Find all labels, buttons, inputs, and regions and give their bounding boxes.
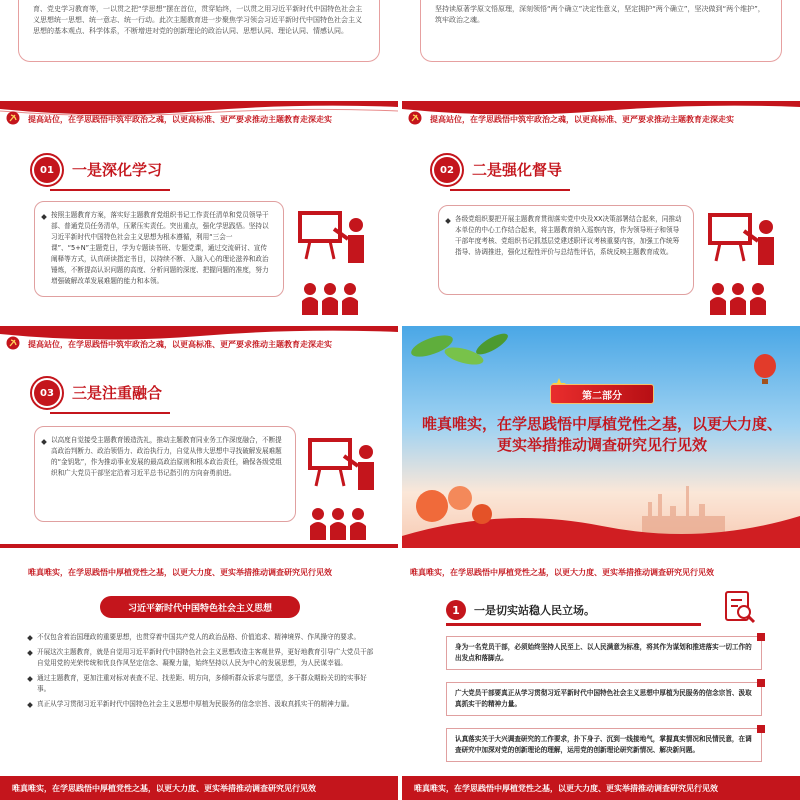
part-badge: 第二部分 bbox=[550, 384, 654, 404]
city-flowers-decoration bbox=[402, 476, 800, 548]
section-number: 02 bbox=[434, 157, 460, 183]
footer-text: 唯真唯实，在学思践悟中厚植党性之基，以更大力度、更实举措推动调查研究见行见效 bbox=[414, 783, 718, 793]
section-underline bbox=[50, 189, 170, 191]
slide-1-text: 育、党史学习教育等，一以贯之把“学思想”摆在首位，贯穿始终，一以贯之用习近平新时代中国特色社会主义思想统一思想、统一意志、统一行动。此次主题教育进一步聚焦学习领会习近平新时代中国特色社会主义思想的基本观点、科学体系，不断增进对党的创新理论的政治认同、思想认同、理论认同、情感认同。 bbox=[18, 0, 380, 62]
audience-icon bbox=[300, 281, 360, 315]
part-title: 唯真唯实，在学思践悟中厚植党性之基，以更大力度、更实举措推动调查研究见行见效 bbox=[422, 415, 783, 454]
hot-air-balloon-icon bbox=[752, 354, 778, 386]
banner-text: 提高站位，在学思践悟中筑牢政治之魂，以更高标准、更严要求推动主题教育走深走实 bbox=[28, 339, 332, 349]
footer-bar bbox=[0, 776, 398, 800]
teacher-board-icon bbox=[306, 430, 386, 510]
section-title: 一是深化学习 bbox=[72, 161, 163, 179]
slide-4[interactable] bbox=[402, 101, 800, 322]
section-content: 各级党组织要把开展主题教育贯彻落实党中央及XX决策部署结合起来，同推动本单位的中心工作结合起来，将主题教育纳入巡察内容，作为领导班子和领导干部年度考核、党组织书记抓基层党建述职评议考核重要内容，加强工作统筹指导、协调推进，强化过程性评价与总结性评估，系统反映主题教育成效。 bbox=[438, 205, 694, 295]
party-emblem-icon bbox=[408, 111, 422, 125]
list-item: 通过主题教育，更加注重对标对表查不足、找差距、明方向，多倾听群众诉求与愿望，多干群众期盼关切的实事好事。 bbox=[28, 673, 374, 695]
slide-banner bbox=[402, 107, 800, 131]
audience-icon bbox=[308, 506, 368, 540]
slide-5[interactable] bbox=[0, 326, 398, 548]
section-underline bbox=[450, 189, 570, 191]
section-number-badge bbox=[430, 153, 464, 187]
section-title: 三是注重融合 bbox=[72, 384, 163, 402]
teacher-board-icon bbox=[706, 205, 786, 285]
party-emblem-icon bbox=[6, 336, 20, 350]
slide-8[interactable] bbox=[402, 552, 800, 800]
point-underline bbox=[446, 623, 701, 626]
point-number: 1 bbox=[446, 600, 466, 620]
list-item: 不仅包含着治国理政的重要思想，也贯穿着中国共产党人的政治品格、价值追求、精神境界、作风操守的要求。 bbox=[28, 632, 374, 643]
section-underline bbox=[50, 412, 170, 414]
point-title: 一是切实站稳人民立场。 bbox=[474, 604, 595, 617]
document-search-icon bbox=[722, 590, 758, 626]
thought-heading: 习近平新时代中国特色社会主义思想 bbox=[100, 596, 300, 618]
footer-bar bbox=[402, 776, 800, 800]
party-emblem-icon bbox=[6, 111, 20, 125]
footer-text: 唯真唯实，在学思践悟中厚植党性之基，以更大力度、更实举措推动调查研究见行见效 bbox=[12, 783, 316, 793]
thought-list bbox=[28, 632, 374, 714]
banner-text: 唯真唯实，在学思践悟中厚植党性之基，以更大力度、更实举措推动调查研究见行见效 bbox=[410, 567, 714, 577]
audience-icon bbox=[708, 281, 768, 315]
banner-text: 唯真唯实，在学思践悟中厚植党性之基，以更大力度、更实举措推动调查研究见行见效 bbox=[28, 567, 332, 577]
banner-text: 提高站位，在学思践悟中筑牢政治之魂，以更高标准、更严要求推动主题教育走深走实 bbox=[430, 114, 734, 124]
bottom-line bbox=[0, 544, 398, 548]
slide-banner bbox=[0, 560, 398, 584]
section-number: 03 bbox=[34, 380, 60, 406]
slide-7[interactable] bbox=[0, 552, 398, 800]
section-number: 01 bbox=[34, 157, 60, 183]
slide-3[interactable] bbox=[0, 101, 398, 322]
point-box: 广大党员干部要真正从学习贯彻习近平新时代中国特色社会主义思想中厚植为民服务的信念宗旨、汲取真抓实干的精神力量。 bbox=[446, 682, 762, 716]
point-box: 认真落实关于大兴调查研究的工作要求，扑下身子、沉到一线接地气，掌握真实情况和民情民意，在调查研究中加深对党的创新理论的理解，运用党的创新理论研究新情况、解决新问题。 bbox=[446, 728, 762, 762]
slide-6-section-cover[interactable] bbox=[402, 326, 800, 548]
slide-banner bbox=[0, 107, 398, 131]
section-content: 按照主题教育方案，落实好主题教育党组织书记工作责任清单和党员领导干部、普通党员任务清单，压紧压实责任。突出重点，强化学思践悟。坚持以习近平新时代中国特色社会主义思想为根本遵循，利用“三会一课”、“5+N”主题党日，学为专题读书班、专题党课，通过交流研讨、宣传阐释等方式，认真研读指定书目，以持续不断、入脑入心的理论滋养和政治锤炼，不断提高认识问题的高度、分析问题的深度、把握问题的准度，努力增强破解改革发展难题的能力和本领。 bbox=[34, 201, 284, 297]
teacher-board-icon bbox=[296, 203, 376, 283]
slide-2-text: 坚持读原著学原文悟原理，深刻领悟“两个确立”决定性意义，坚定拥护“两个确立”，坚决做到“两个维护”，筑牢政治之魂。 bbox=[420, 0, 782, 62]
leaves-decoration bbox=[402, 326, 522, 396]
list-item: 真正从学习贯彻习近平新时代中国特色社会主义思想中厚植为民服务的信念宗旨、汲取真抓实干的精神力量。 bbox=[28, 699, 374, 710]
section-title: 二是强化督导 bbox=[472, 161, 563, 179]
slide-banner bbox=[0, 332, 398, 356]
point-box: 身为一名党员干部，必须始终坚持人民至上、以人民满意为标准，将其作为谋划和推进落实一切工作的出发点和落脚点。 bbox=[446, 636, 762, 670]
list-item: 开展这次主题教育，就是自觉用习近平新时代中国特色社会主义思想改造主客观世界，更好地教育引导广大党员干部自觉用党的光荣传统和优良作风坚定信念、凝聚力量，始终坚持以人民为中心的发展思想，为人民谋幸福。 bbox=[28, 647, 374, 669]
section-number-badge bbox=[30, 376, 64, 410]
slide-banner bbox=[402, 560, 800, 584]
section-number-badge bbox=[30, 153, 64, 187]
banner-text: 提高站位，在学思践悟中筑牢政治之魂，以更高标准、更严要求推动主题教育走深走实 bbox=[28, 114, 332, 124]
section-content: 以高度自觉接受主题教育锻造洗礼，推动主题教育同业务工作深度融合，不断提高政治判断力、政治领悟力、政治执行力，自觉从伟大思想中寻找破解发展难题的“金钥匙”，作为推动事业发展的最高政治原则和根本政治责任，确保各级党组织和广大党员干部坚定沿着习近平总书记指引的方向奋勇前进。 bbox=[34, 426, 296, 522]
